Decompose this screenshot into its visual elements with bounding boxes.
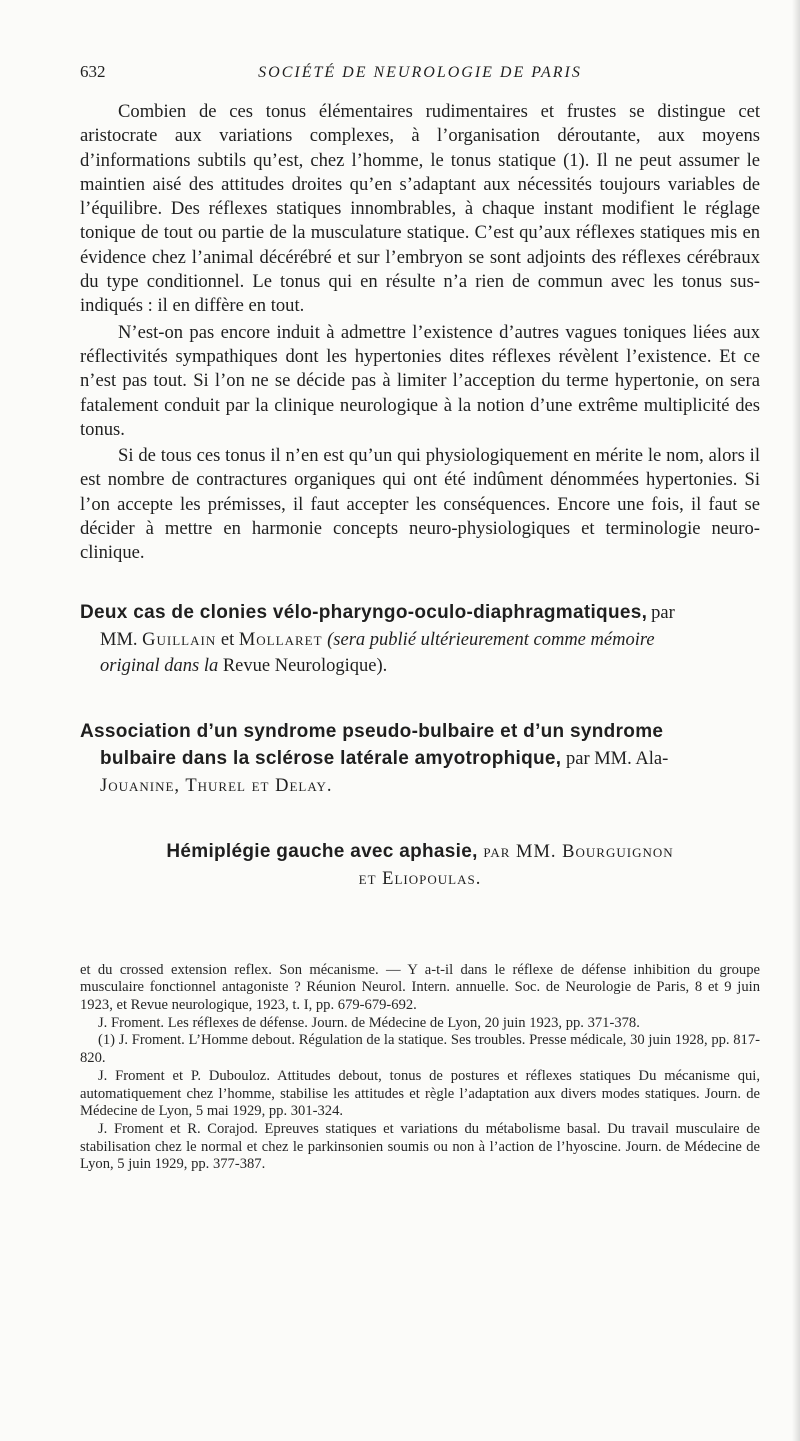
entry-title: bulbaire dans la sclérose latérale amyotrophique, bbox=[100, 747, 562, 769]
footnote: J. Froment. Les réflexes de défense. Journ. de Médecine de Lyon, 20 juin 1923, pp. 371-378. bbox=[98, 1014, 640, 1031]
page-gutter-shadow bbox=[792, 0, 800, 1441]
entry-authors: Jouanine, Thurel et Delay. bbox=[100, 775, 333, 796]
footnotes bbox=[80, 962, 760, 1174]
entry-journal: Revue Neurologique). bbox=[218, 655, 388, 676]
footnote: et du crossed extension reflex. Son mécanisme. — Y a-t-il dans le réflexe de défense inhibition du groupe musculaire fonctionnel antagoniste ? Réunion Neurol. Intern. annuelle. Soc. de Neurologie de Paris, 8 et 9 juin 1923, et Revue neurologique, 1923, t. I, pp. 679-679-692. bbox=[80, 961, 760, 1014]
paragraph: Si de tous ces tonus il n’en est qu’un qui physiologiquement en mérite le nom, alors il est nombre de contractures organiques qui ont été indûment dénommées hypertonies. Si l’on accepte les prémisses, il faut accepter les conséquences. Encore une fois, il faut se décider à mettre en harmonie concepts neuro-physiologiques et terminologie neuro-clinique. bbox=[80, 445, 760, 564]
communication-entry bbox=[80, 600, 760, 679]
running-head: SOCIÉTÉ DE NEUROLOGIE DE PARIS bbox=[258, 64, 582, 81]
entry-par: par MM. Bourguignon bbox=[477, 841, 674, 862]
entry-title: Association d’un syndrome pseudo-bulbaire et d’un syndrome bbox=[80, 720, 664, 742]
entry-par: par bbox=[651, 602, 675, 623]
footnote: J. Froment et P. Dubouloz. Attitudes debout, tonus de postures et réflexes statiques Du mécanisme qui, automatiquement chez l’homme, stabilise les attitudes et règle l’adaptation aux divers modes statiques. Journ. de Médecine de Lyon, 5 mai 1929, pp. 301-324. bbox=[80, 1067, 760, 1120]
entry-mm: MM. bbox=[100, 629, 143, 650]
paragraph: N’est-on pas encore induit à admettre l’existence d’autres vagues toniques liées aux réflectivités sympathiques dont les hypertonies dites réflexes révèlent l’existence. Et ce n’est pas tout. Si l’on ne se décide pas à limiter l’acception du terme hypertonie, on sera fatalement conduit par la clinique neurologique à la notion d’une extrême multiplicité des tonus. bbox=[80, 321, 760, 440]
entry-note: original dans la bbox=[100, 655, 219, 676]
entry-title: Deux cas de clonies vélo-pharyngo-oculo-diaphragmatiques, bbox=[80, 601, 648, 623]
paragraph: Combien de ces tonus élémentaires rudimentaires et frustes se distingue cet aristocrate aux variations complexes, à l’organisation déroutante, aux moyens d’informations subtils qu’est, chez l’homme, le tonus statique (1). Il ne peut assumer le maintien aisé des attitudes droites qu’en s’adaptant aux nécessités toujours variables de l’équilibre. Des réflexes statiques innombrables, à chaque instant modifient le réglage tonique de tout ou partie de la musculature statique. C’est qu’aux réflexes statiques mis en évidence chez l’animal décérébré et sur l’embryon se sont adjoints des réflexes cérébraux du type conditionnel. Le tonus qui en résulte n’a rien de commun avec les tonus sus-indiqués : il en diffère en tout. bbox=[80, 101, 760, 317]
entry-authors: et Eliopoulas. bbox=[358, 868, 482, 889]
body-text bbox=[80, 100, 760, 566]
entry-title: Hémiplégie gauche avec aphasie, bbox=[166, 840, 478, 862]
page-number: 632 bbox=[80, 62, 106, 81]
footnote: (1) J. Froment. L’Homme debout. Régulation de la statique. Ses troubles. Presse médicale, 30 juin 1928, pp. 817-820. bbox=[80, 1032, 760, 1067]
entry-par: par MM. Ala- bbox=[561, 748, 669, 769]
entry-et: et bbox=[216, 629, 239, 650]
communication-entry bbox=[80, 719, 760, 799]
entry-author: Guillain bbox=[142, 629, 217, 650]
communication-entry bbox=[80, 839, 760, 892]
entry-note: (sera publié ultérieurement comme mémoire bbox=[322, 629, 655, 650]
page-header bbox=[80, 62, 760, 82]
entry-author: Mollaret bbox=[238, 629, 323, 650]
footnote: J. Froment et R. Corajod. Epreuves statiques et variations du métabolisme basal. Du travail musculaire de stabilisation chez le normal et chez le parkinsonien soumis ou non à l’action de l’hyoscine. Journ. de Médecine de Lyon, 5 juin 1929, pp. 377-387. bbox=[80, 1120, 760, 1173]
